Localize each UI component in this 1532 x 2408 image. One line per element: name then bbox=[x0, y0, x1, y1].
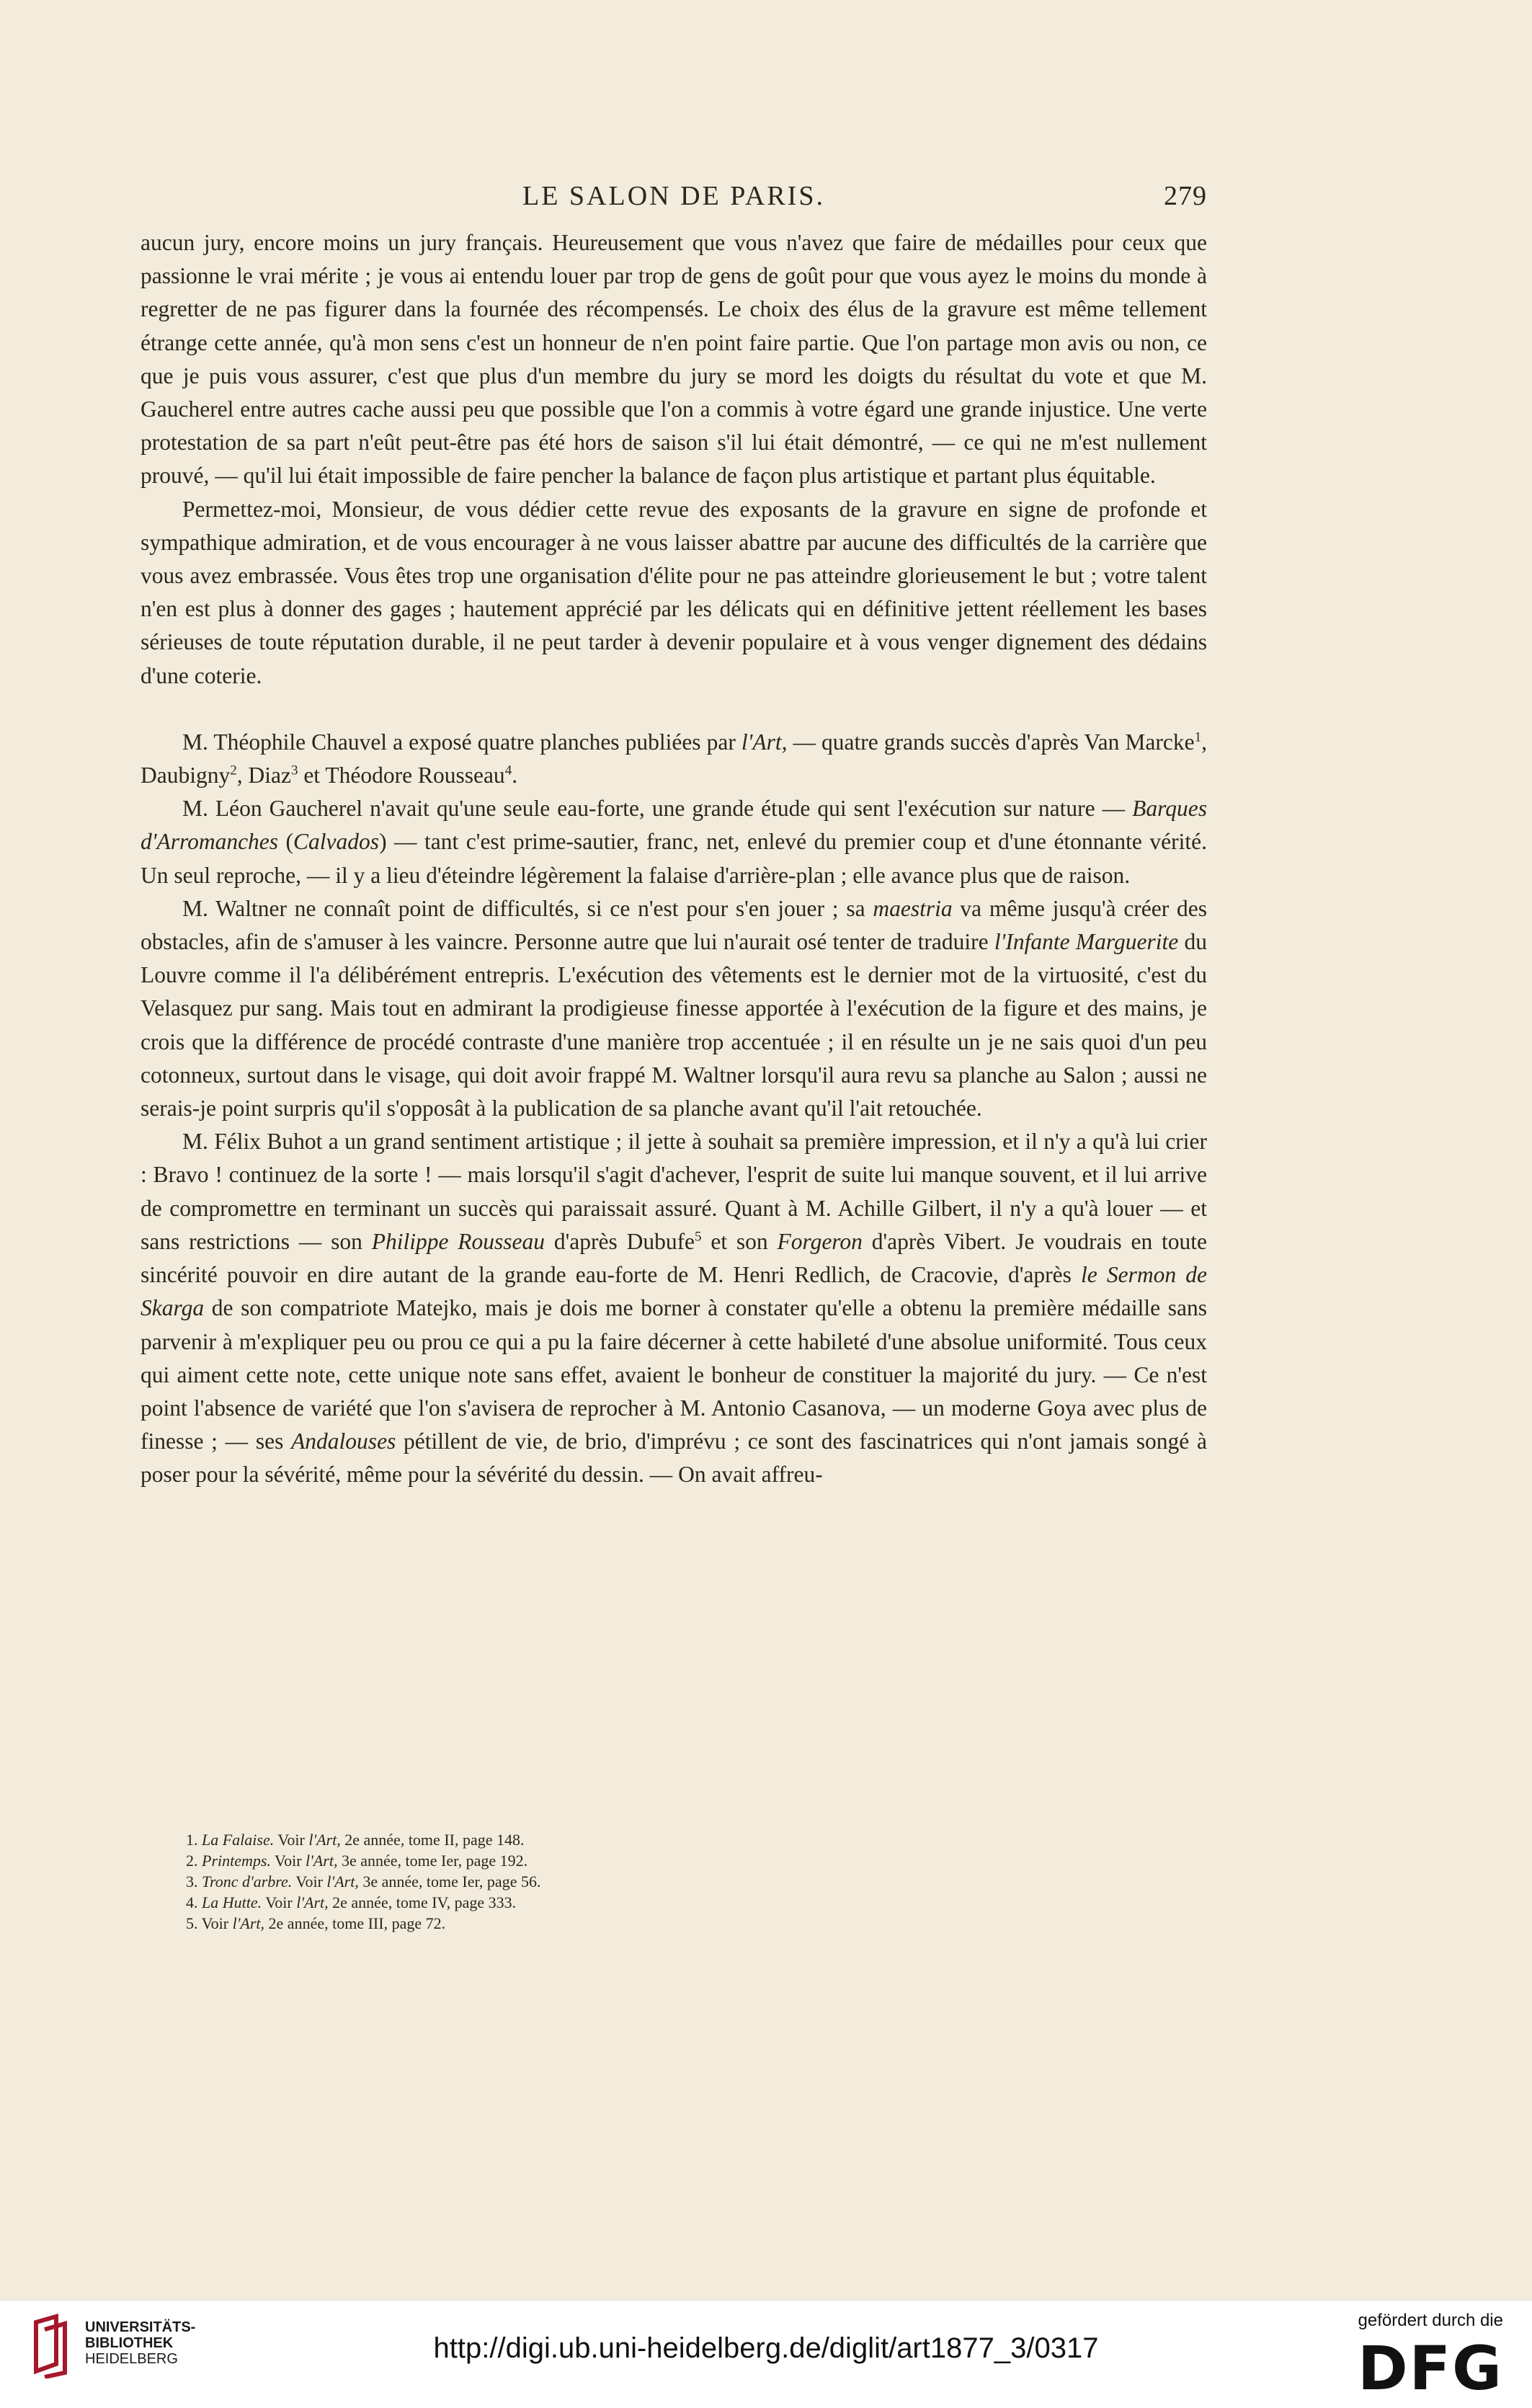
footnote-ref: 4 bbox=[504, 763, 512, 778]
dfg-logo: DFG bbox=[1357, 2333, 1503, 2404]
funding-label: gefördert durch die bbox=[1358, 2311, 1503, 2330]
footnote-ref: 5 bbox=[695, 1229, 702, 1245]
journal-title: l'Art, bbox=[741, 729, 788, 755]
footnote: 4. La Hutte. Voir l'Art, 2e année, tome IV, page 333. bbox=[186, 1893, 517, 1911]
footnote: 5. Voir l'Art, 2e année, tome III, page 72. bbox=[186, 1914, 446, 1932]
artwork-title: Philippe Rousseau bbox=[371, 1228, 545, 1254]
paragraph-waltner: M. Waltner ne connaît point de difficultés, si ce n'est pour s'en jouer ; sa maestria va même jusqu'à créer des obstacles, afin de s'amuser à les vaincre. Personne autre que lui n'aurait osé tenter de traduire l'Infante Marguerite du Louvre comme il l'a délibérément entrepris. L'exécution des vêtements est le dernier mot de la virtuosité, c'est du Velasquez pur sang. Mais tout en admirant la prodigieuse finesse apportée à l'exécution de la figure et des mains, je crois que la différence de procédé contraste d'une manière trop accentuée ; il en résulte un je ne sais quoi d'un peu cotonneux, surtout dans le visage, qui doit avoir frappé M. Waltner lorsqu'il aura revu sa planche au Salon ; aussi ne serais-je point surpris qu'il s'opposât à la publication de sa planche avant qu'il l'ait retouchée. bbox=[141, 895, 1208, 1121]
footnote-ref: 2 bbox=[230, 763, 237, 778]
paragraph: aucun jury, encore moins un jury français. Heureusement que vous n'avez que faire de médailles pour ceux que passionne le vrai mérite ; je vous ai entendu louer par trop de gens de goût pour que vous ayez le moins du monde à regretter de ne pas figurer dans la fournée des récompensés. Le choix des élus de la gravure est même tellement étrange cette année, qu'à mon sens c'est un honneur de n'en point faire partie. Que l'on partage mon avis ou non, ce que je puis vous assurer, c'est que plus d'un membre du jury se mord les doigts du résultat du vote et que M. Gaucherel entre autres cache aussi peu que possible que l'on a commis à votre égard une grande injustice. Une verte protestation de sa part n'eût peut-être pas été hors de saison s'il lui était démontré, — ce qui ne m'est nullement prouvé, — qu'il lui était impossible de faire pencher la balance de façon plus artistique et partant plus équitable. bbox=[141, 230, 1207, 489]
artwork-title: Andalouses bbox=[291, 1429, 396, 1454]
artwork-title: l'Infante Marguerite bbox=[994, 929, 1179, 955]
footnote: 3. Tronc d'arbre. Voir l'Art, 3e année, tome Ier, page 56. bbox=[186, 1872, 541, 1891]
article-body bbox=[141, 226, 1207, 1492]
paragraph: Permettez-moi, Monsieur, de vous dédier cette revue des exposants de la gravure en signe de profonde et sympathique admiration, et de vous encourager à ne vous laisser abattre par aucune des difficultés de la carrière que vous avez embrassée. Vous êtes trop une organisation d'élite pour ne pas atteindre glorieusement le but ; votre talent n'en est plus à donner des gages ; hautement apprécié par les délicats qui en définitive jettent réellement les bases sérieuses de toute réputation durable, il ne peut tarder à devenir populaire et à vous venger dignement des dédains d'une coterie. bbox=[141, 496, 1207, 688]
paragraph-chauvel: M. Théophile Chauvel a exposé quatre planches publiées par l'Art, — quatre grands succès d'après Van Marcke$^1$, Daubigny$^2$, Diaz$^3$ et Théodore Rousseau$^4$. bbox=[141, 729, 1207, 788]
page-number: 279 bbox=[1164, 181, 1207, 211]
footnote-ref: 1 bbox=[1194, 729, 1202, 745]
paragraph-gaucherel: M. Léon Gaucherel n'avait qu'une seule eau-forte, une grande étude qui sent l'exécution sur nature — Barques d'Arromanches (Calvados) — tant c'est prime-sautier, franc, net, enlevé du premier coup et d'une étonnante vérité. Un seul reproche, — il y a lieu d'éteindre légèrement la falaise d'arrière-plan ; elle avance plus que de raison. bbox=[141, 796, 1207, 888]
artwork-title: le Sermon de Skarga bbox=[141, 1262, 1207, 1321]
footnote: 2. Printemps. Voir l'Art, 3e année, tome Ier, page 192. bbox=[186, 1852, 528, 1870]
footnote: 1. La Falaise. Voir l'Art, 2e année, tome II, page 148. bbox=[186, 1831, 525, 1849]
paragraph-buhot: M. Félix Buhot a un grand sentiment artistique ; il jette à souhait sa première impression, et il n'y a qu'à lui crier : Bravo ! continuez de la sorte ! — mais lorsqu'il s'agit d'achever, l'esprit de suite lui manque souvent, et il lui arrive de compromettre en terminant un succès qui paraissait assuré. Quant à M. Achille Gilbert, il n'y a qu'à louer — et sans restrictions — son Philippe Rousseau d'après Dubufe$^5$ et son Forgeron d'après Vibert. Je voudrais en toute sincérité pouvoir en dire autant de la grande eau-forte de M. Henri Redlich, de Cracovie, d'après le Sermon de Skarga de son compatriote Matejko, mais je dois me borner à constater qu'elle a obtenu la première médaille sans parvenir à m'expliquer peu ou prou ce qui a pu la faire décerner à cette habileté d'une absolue uniformité. Tous ceux qui aiment cette note, cette unique note sans effet, avaient le bonheur de constituer la majorité du jury. — Ce n'est point l'absence de variété que l'on s'avisera de reprocher à M. Antonio Casanova, — un moderne Goya avec plus de finesse ; — ses Andalouses pétillent de vie, de brio, d'imprévu ; ce sont des fascinatrices qui n'ont jamais songé à poser pour la sévérité, même pour la sévérité du dessin. — On avait affreu- bbox=[141, 1129, 1208, 1488]
footnotes bbox=[186, 1829, 1051, 1934]
running-title: LE SALON DE PARIS. bbox=[522, 181, 825, 211]
footnote-ref: 3 bbox=[290, 763, 298, 778]
artwork-title: Barques d'Arromanches bbox=[141, 796, 1207, 855]
digitization-footer bbox=[0, 2299, 1532, 2408]
university-library-name: UNIVERSITÄTS- BIBLIOTHEK HEIDELBERG bbox=[85, 2319, 196, 2367]
artwork-title: Forgeron bbox=[777, 1228, 863, 1254]
place-name: Calvados bbox=[293, 829, 380, 855]
permalink-url[interactable]: http://digi.ub.uni-heidelberg.de/diglit/art1877_3/0317 bbox=[433, 2332, 1099, 2364]
